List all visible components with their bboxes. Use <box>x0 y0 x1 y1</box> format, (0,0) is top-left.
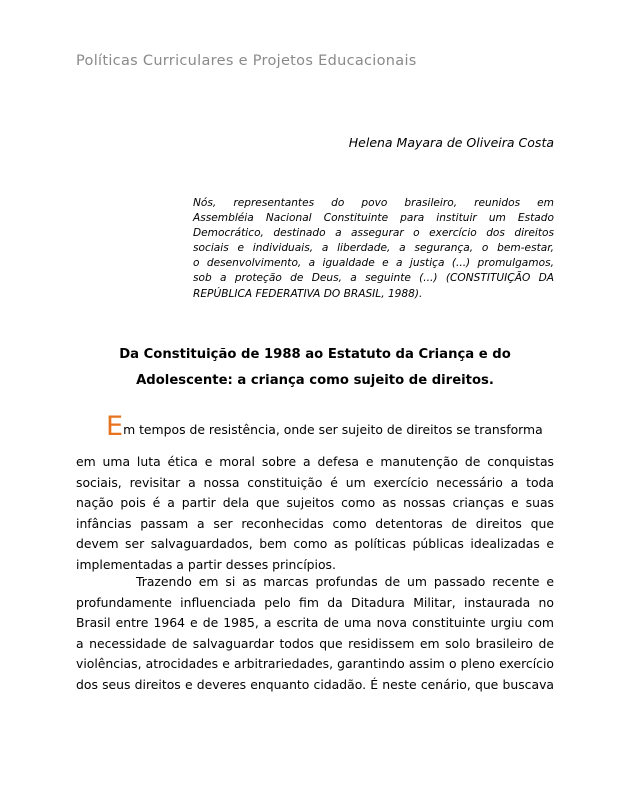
paragraph-line: implementadas a partir desses princípios. <box>76 556 336 572</box>
paragraph-line: violências, atrocidades e arbitrariedades, garantindo assim o pleno exercício <box>76 656 554 672</box>
epigraph-line: Nós, representantes do povo brasileiro, reunidos em <box>193 197 554 209</box>
drop-cap: E <box>106 411 124 442</box>
epigraph-line: Assembléia Nacional Constituinte para instituir um Estado <box>193 212 554 225</box>
paragraph-line: Brasil entre 1964 e de 1985, a escrita de uma nova constituinte urgiu com <box>76 615 554 631</box>
epigraph-line: sociais e individuais, a liberdade, a segurança, o bem-estar, <box>193 242 554 255</box>
paragraph-line: devem ser salvaguardados, bem como as políticas públicas idealizadas e <box>76 536 554 552</box>
paragraph-2 <box>76 572 554 696</box>
running-header: Políticas Curriculares e Projetos Educacionais <box>76 53 417 69</box>
opening-line-text: m tempos de resistência, onde ser sujeito de direitos se transforma <box>123 422 543 437</box>
paragraph-line: profundamente influenciada pelo fim da Ditadura Militar, instaurada no <box>76 594 554 610</box>
paragraph-line: sociais, revisitar a nossa constituição é um exercício necessário a toda <box>76 474 554 490</box>
epigraph-line: Democrático, destinado a assegurar o exercício dos direitos <box>193 227 554 240</box>
section-title-line: Adolescente: a criança como sujeito de direitos. <box>136 373 494 388</box>
paragraph-line: a necessidade de salvaguardar todos que residissem em solo brasileiro de <box>76 635 554 651</box>
section-title <box>76 342 554 394</box>
paragraph-line: infâncias passam a ser reconhecidas como detentoras de direitos que <box>76 515 554 531</box>
epigraph-line: o desenvolvimento, a igualdade e a justiça (...) promulgamos, <box>193 257 554 270</box>
paragraph-line: em uma luta ética e moral sobre a defesa e manutenção de conquistas <box>76 454 554 469</box>
epigraph-line: REPÚBLICA FEDERATIVA DO BRASIL, 1988). <box>193 287 423 300</box>
paragraph-line: Trazendo em si as marcas profundas de um passado recente e <box>136 574 554 589</box>
epigraph-line: sob a proteção de Deus, a seguinte (...) (CONSTITUIÇÃO DA <box>193 272 554 285</box>
epigraph-quote <box>193 196 554 302</box>
paragraph-line: nação pois é a partir dela que sujeitos como as nossas crianças e suas <box>76 495 554 511</box>
paragraph-1 <box>76 452 554 576</box>
paragraph-line: dos seus direitos e deveres enquanto cidadão. É neste cenário, que buscava <box>76 676 554 692</box>
author-name: Helena Mayara de Oliveira Costa <box>348 135 554 150</box>
section-title-line: Da Constituição de 1988 ao Estatuto da Criança e do <box>119 347 511 362</box>
opening-line <box>106 409 554 442</box>
